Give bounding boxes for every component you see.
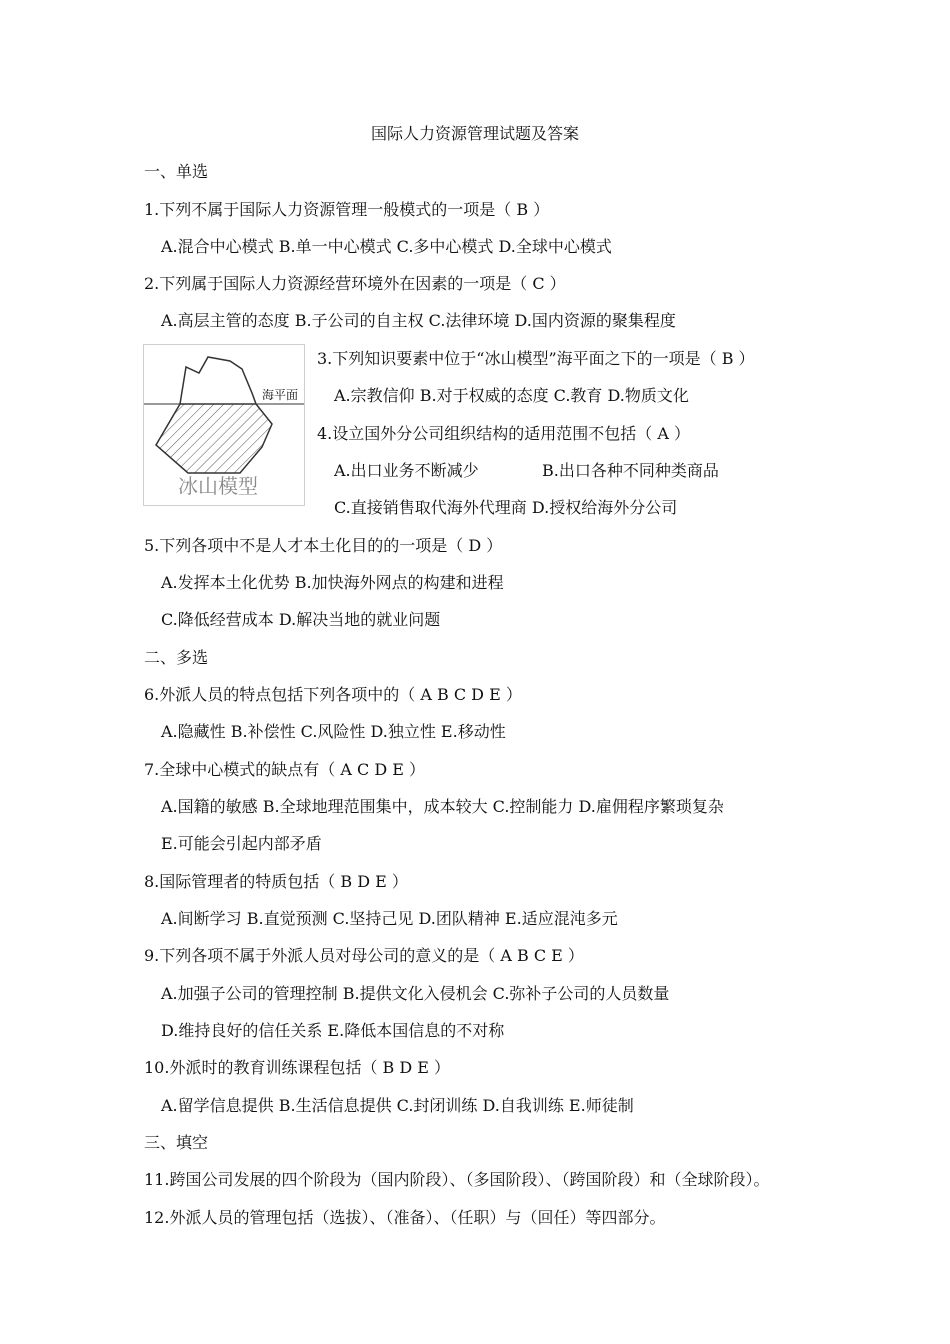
section-multiple-choice: 二、多选 — [144, 648, 209, 667]
question-8-options: A.间断学习 B.直觉预测 C.坚持己见 D.团队精神 E.适应混沌多元 — [161, 909, 618, 928]
question-9: 9.下列各项不属于外派人员对母公司的意义的是（ A B C E ） — [144, 946, 584, 965]
question-10: 10.外派时的教育训练课程包括（ B D E ） — [144, 1058, 451, 1077]
question-3: 3.下列知识要素中位于“冰山模型”海平面之下的一项是（ B ） — [317, 349, 755, 368]
sea-level-label: 海平面 — [262, 388, 299, 402]
question-9-options-de: D.维持良好的信任关系 E.降低本国信息的不对称 — [161, 1021, 505, 1040]
question-5: 5.下列各项中不是人才本土化目的的一项是（ D ） — [144, 536, 503, 555]
question-12: 12.外派人员的管理包括（选拔）、（准备）、（任职）与（回任）等四部分。 — [144, 1208, 666, 1227]
question-8: 8.国际管理者的特质包括（ B D E ） — [144, 872, 408, 891]
figure-caption: 冰山模型 — [178, 474, 258, 498]
question-1-options: A.混合中心模式 B.单一中心模式 C.多中心模式 D.全球中心模式 — [161, 237, 612, 256]
question-7-options-ad: A.国籍的敏感 B.全球地理范围集中，成本较大 C.控制能力 D.雇佣程序繁琐复杂 — [161, 797, 724, 816]
iceberg-base — [156, 404, 272, 473]
iceberg-tip — [180, 357, 256, 404]
question-4-option-a: A.出口业务不断减少 — [334, 461, 479, 480]
document-title: 国际人力资源管理试题及答案 — [370, 124, 579, 143]
question-5-options-cd: C.降低经营成本 D.解决当地的就业问题 — [161, 610, 441, 629]
question-2-options: A.高层主管的态度 B.子公司的自主权 C.法律环境 D.国内资源的聚集程度 — [161, 311, 676, 330]
question-1: 1.下列不属于国际人力资源管理一般模式的一项是（ B ） — [144, 200, 550, 219]
question-9-options-ac: A.加强子公司的管理控制 B.提供文化入侵机会 C.弥补子公司的人员数量 — [161, 984, 670, 1003]
iceberg-illustration — [144, 345, 304, 505]
question-3-options: A.宗教信仰 B.对于权威的态度 C.教育 D.物质文化 — [334, 386, 689, 405]
question-7: 7.全球中心模式的缺点有（ A C D E ） — [144, 760, 426, 779]
question-5-options-ab: A.发挥本土化优势 B.加快海外网点的构建和进程 — [161, 573, 504, 592]
question-10-options: A.留学信息提供 B.生活信息提供 C.封闭训练 D.自我训练 E.师徒制 — [161, 1096, 634, 1115]
question-6: 6.外派人员的特点包括下列各项中的（ A B C D E ） — [144, 685, 522, 704]
question-4-options-cd: C.直接销售取代海外代理商 D.授权给海外分公司 — [334, 498, 678, 517]
question-6-options: A.隐藏性 B.补偿性 C.风险性 D.独立性 E.移动性 — [161, 722, 506, 741]
question-4-option-b: B.出口各种不同种类商品 — [542, 461, 719, 480]
section-fill-in: 三、填空 — [144, 1133, 209, 1152]
question-11: 11.跨国公司发展的四个阶段为（国内阶段）、（多国阶段）、（跨国阶段）和（全球阶段）。 — [144, 1170, 770, 1189]
question-2: 2.下列属于国际人力资源经营环境外在因素的一项是（ C ） — [144, 274, 566, 293]
section-single-choice: 一、单选 — [144, 162, 209, 181]
question-4: 4.设立国外分公司组织结构的适用范围不包括（ A ） — [317, 424, 690, 443]
iceberg-model-figure — [143, 344, 305, 506]
question-7-option-e: E.可能会引起内部矛盾 — [161, 834, 322, 853]
